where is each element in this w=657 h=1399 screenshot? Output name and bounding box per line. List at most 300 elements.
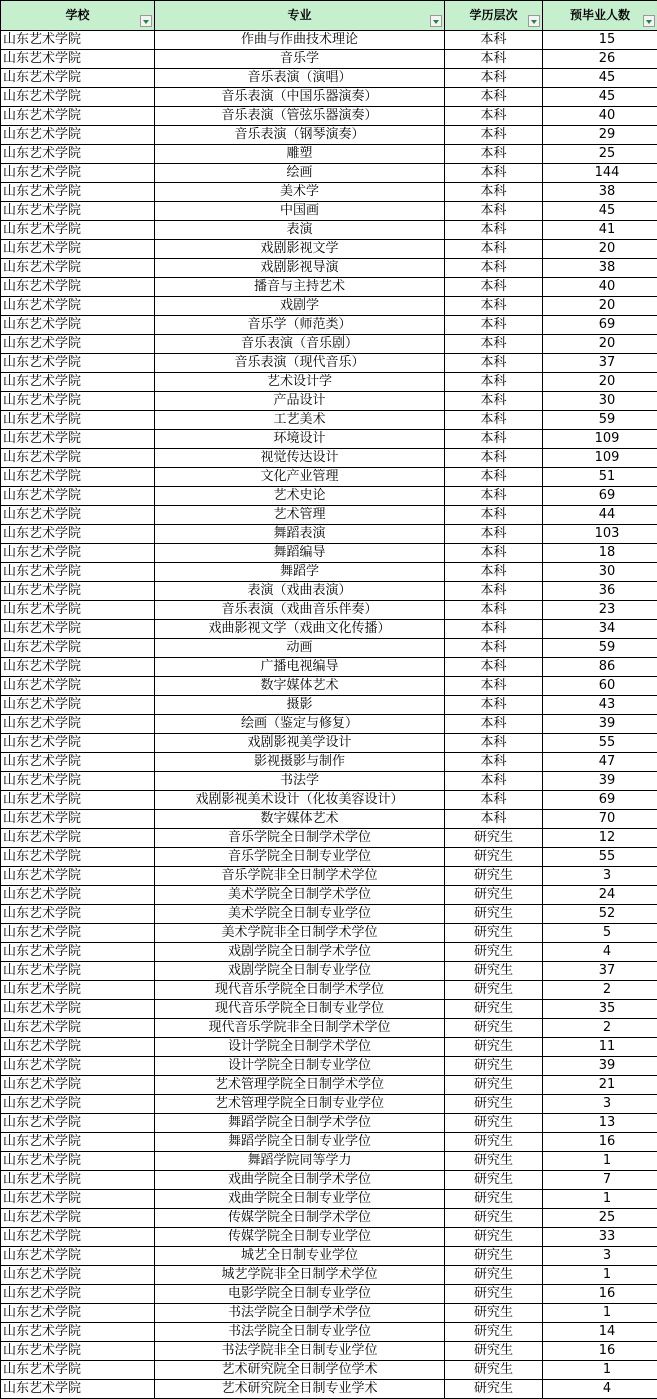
column-header-count[interactable] xyxy=(543,1,657,31)
level-cell[interactable]: 本科 xyxy=(445,753,543,772)
level-cell[interactable]: 研究生 xyxy=(445,829,543,848)
count-cell[interactable]: 30 xyxy=(543,392,657,411)
count-cell[interactable]: 4 xyxy=(543,1380,657,1399)
count-cell[interactable]: 109 xyxy=(543,449,657,468)
major-cell[interactable]: 音乐学（师范类） xyxy=(155,316,445,335)
column-header-major[interactable] xyxy=(155,1,445,31)
filter-dropdown-icon[interactable] xyxy=(430,15,442,27)
major-cell[interactable]: 视觉传达设计 xyxy=(155,449,445,468)
count-cell[interactable]: 40 xyxy=(543,278,657,297)
major-cell[interactable]: 现代音乐学院非全日制学术学位 xyxy=(155,1019,445,1038)
school-cell[interactable]: 山东艺术学院 xyxy=(1,1171,155,1190)
count-cell[interactable]: 33 xyxy=(543,1228,657,1247)
level-cell[interactable]: 本科 xyxy=(445,373,543,392)
level-cell[interactable]: 本科 xyxy=(445,240,543,259)
major-cell[interactable]: 舞蹈学 xyxy=(155,563,445,582)
count-cell[interactable]: 39 xyxy=(543,1057,657,1076)
count-cell[interactable]: 5 xyxy=(543,924,657,943)
count-cell[interactable]: 20 xyxy=(543,373,657,392)
level-cell[interactable]: 研究生 xyxy=(445,1019,543,1038)
school-cell[interactable]: 山东艺术学院 xyxy=(1,88,155,107)
filter-dropdown-icon[interactable] xyxy=(140,15,152,27)
major-cell[interactable]: 戏曲学院全日制学术学位 xyxy=(155,1171,445,1190)
table-row xyxy=(1,1247,657,1266)
level-cell[interactable]: 研究生 xyxy=(445,1057,543,1076)
level-cell[interactable]: 本科 xyxy=(445,468,543,487)
count-cell[interactable]: 18 xyxy=(543,544,657,563)
count-cell[interactable]: 16 xyxy=(543,1342,657,1361)
count-cell[interactable]: 51 xyxy=(543,468,657,487)
level-cell[interactable]: 本科 xyxy=(445,221,543,240)
major-cell[interactable]: 戏曲学院全日制专业学位 xyxy=(155,1190,445,1209)
school-cell[interactable]: 山东艺术学院 xyxy=(1,1095,155,1114)
school-cell[interactable]: 山东艺术学院 xyxy=(1,240,155,259)
level-cell[interactable]: 研究生 xyxy=(445,1171,543,1190)
level-cell[interactable]: 本科 xyxy=(445,50,543,69)
count-cell[interactable]: 59 xyxy=(543,411,657,430)
school-cell[interactable]: 山东艺术学院 xyxy=(1,1247,155,1266)
major-cell[interactable]: 音乐表演（音乐剧） xyxy=(155,335,445,354)
school-cell[interactable]: 山东艺术学院 xyxy=(1,1285,155,1304)
count-cell[interactable]: 45 xyxy=(543,202,657,221)
table-row xyxy=(1,1209,657,1228)
filter-dropdown-icon[interactable] xyxy=(643,15,655,27)
filter-dropdown-icon[interactable] xyxy=(528,15,540,27)
school-cell[interactable]: 山东艺术学院 xyxy=(1,430,155,449)
count-cell[interactable]: 60 xyxy=(543,677,657,696)
school-cell[interactable]: 山东艺术学院 xyxy=(1,202,155,221)
level-cell[interactable]: 本科 xyxy=(445,69,543,88)
school-cell[interactable]: 山东艺术学院 xyxy=(1,392,155,411)
school-cell[interactable]: 山东艺术学院 xyxy=(1,886,155,905)
count-cell[interactable]: 38 xyxy=(543,183,657,202)
school-cell[interactable]: 山东艺术学院 xyxy=(1,487,155,506)
major-cell[interactable]: 现代音乐学院全日制专业学位 xyxy=(155,1000,445,1019)
major-cell[interactable]: 表演 xyxy=(155,221,445,240)
major-cell[interactable]: 艺术史论 xyxy=(155,487,445,506)
level-cell[interactable]: 本科 xyxy=(445,88,543,107)
column-header-level[interactable] xyxy=(445,1,543,31)
school-cell[interactable]: 山东艺术学院 xyxy=(1,696,155,715)
level-cell[interactable]: 研究生 xyxy=(445,1000,543,1019)
major-cell[interactable]: 戏剧影视导演 xyxy=(155,259,445,278)
major-cell[interactable]: 舞蹈表演 xyxy=(155,525,445,544)
level-cell[interactable]: 本科 xyxy=(445,544,543,563)
level-cell[interactable]: 研究生 xyxy=(445,1133,543,1152)
school-cell[interactable]: 山东艺术学院 xyxy=(1,639,155,658)
school-cell[interactable]: 山东艺术学院 xyxy=(1,753,155,772)
count-cell[interactable]: 39 xyxy=(543,715,657,734)
count-cell[interactable]: 43 xyxy=(543,696,657,715)
major-cell[interactable]: 书法学 xyxy=(155,772,445,791)
major-cell[interactable]: 舞蹈学院全日制学术学位 xyxy=(155,1114,445,1133)
school-cell[interactable]: 山东艺术学院 xyxy=(1,867,155,886)
level-cell[interactable]: 研究生 xyxy=(445,1114,543,1133)
count-cell[interactable]: 20 xyxy=(543,240,657,259)
major-cell[interactable]: 城艺学院非全日制学术学位 xyxy=(155,1266,445,1285)
major-cell[interactable]: 数字媒体艺术 xyxy=(155,810,445,829)
major-cell[interactable]: 舞蹈学院全日制专业学位 xyxy=(155,1133,445,1152)
count-cell[interactable]: 1 xyxy=(543,1152,657,1171)
school-cell[interactable]: 山东艺术学院 xyxy=(1,848,155,867)
school-cell[interactable]: 山东艺术学院 xyxy=(1,411,155,430)
major-cell[interactable]: 美术学 xyxy=(155,183,445,202)
level-cell[interactable]: 本科 xyxy=(445,772,543,791)
count-cell[interactable]: 69 xyxy=(543,316,657,335)
school-cell[interactable]: 山东艺术学院 xyxy=(1,335,155,354)
count-cell[interactable]: 55 xyxy=(543,848,657,867)
count-cell[interactable]: 13 xyxy=(543,1114,657,1133)
level-cell[interactable]: 本科 xyxy=(445,734,543,753)
school-cell[interactable]: 山东艺术学院 xyxy=(1,183,155,202)
school-cell[interactable]: 山东艺术学院 xyxy=(1,772,155,791)
major-cell[interactable]: 文化产业管理 xyxy=(155,468,445,487)
school-cell[interactable]: 山东艺术学院 xyxy=(1,1228,155,1247)
level-cell[interactable]: 研究生 xyxy=(445,1209,543,1228)
major-cell[interactable]: 音乐学院全日制学术学位 xyxy=(155,829,445,848)
major-cell[interactable]: 音乐表演（演唱） xyxy=(155,69,445,88)
school-cell[interactable]: 山东艺术学院 xyxy=(1,1342,155,1361)
school-cell[interactable]: 山东艺术学院 xyxy=(1,259,155,278)
school-cell[interactable]: 山东艺术学院 xyxy=(1,734,155,753)
level-cell[interactable]: 研究生 xyxy=(445,962,543,981)
count-cell[interactable]: 25 xyxy=(543,1209,657,1228)
school-cell[interactable]: 山东艺术学院 xyxy=(1,164,155,183)
school-cell[interactable]: 山东艺术学院 xyxy=(1,145,155,164)
level-cell[interactable]: 本科 xyxy=(445,658,543,677)
major-cell[interactable]: 音乐表演（中国乐器演奏） xyxy=(155,88,445,107)
count-cell[interactable]: 3 xyxy=(543,1095,657,1114)
count-cell[interactable]: 35 xyxy=(543,1000,657,1019)
level-cell[interactable]: 本科 xyxy=(445,145,543,164)
count-cell[interactable]: 25 xyxy=(543,145,657,164)
level-cell[interactable]: 研究生 xyxy=(445,867,543,886)
count-cell[interactable]: 36 xyxy=(543,582,657,601)
level-cell[interactable]: 研究生 xyxy=(445,1361,543,1380)
school-cell[interactable]: 山东艺术学院 xyxy=(1,943,155,962)
level-cell[interactable]: 研究生 xyxy=(445,1380,543,1399)
count-cell[interactable]: 3 xyxy=(543,1247,657,1266)
count-cell[interactable]: 55 xyxy=(543,734,657,753)
level-cell[interactable]: 本科 xyxy=(445,31,543,50)
school-cell[interactable]: 山东艺术学院 xyxy=(1,1304,155,1323)
major-cell[interactable]: 美术学院全日制专业学位 xyxy=(155,905,445,924)
count-cell[interactable]: 38 xyxy=(543,259,657,278)
school-cell[interactable]: 山东艺术学院 xyxy=(1,1323,155,1342)
major-cell[interactable]: 艺术研究院全日制学位学术 xyxy=(155,1361,445,1380)
school-cell[interactable]: 山东艺术学院 xyxy=(1,1076,155,1095)
count-cell[interactable]: 23 xyxy=(543,601,657,620)
level-cell[interactable]: 本科 xyxy=(445,449,543,468)
count-cell[interactable]: 2 xyxy=(543,981,657,1000)
school-cell[interactable]: 山东艺术学院 xyxy=(1,1019,155,1038)
school-cell[interactable]: 山东艺术学院 xyxy=(1,354,155,373)
major-cell[interactable]: 戏剧影视美术设计（化妆美容设计） xyxy=(155,791,445,810)
school-cell[interactable]: 山东艺术学院 xyxy=(1,1000,155,1019)
school-cell[interactable]: 山东艺术学院 xyxy=(1,1152,155,1171)
major-cell[interactable]: 表演（戏曲表演） xyxy=(155,582,445,601)
major-cell[interactable]: 影视摄影与制作 xyxy=(155,753,445,772)
major-cell[interactable]: 动画 xyxy=(155,639,445,658)
count-cell[interactable]: 86 xyxy=(543,658,657,677)
major-cell[interactable]: 戏曲影视文学（戏曲文化传播） xyxy=(155,620,445,639)
count-cell[interactable]: 37 xyxy=(543,962,657,981)
level-cell[interactable]: 研究生 xyxy=(445,905,543,924)
major-cell[interactable]: 绘画（鉴定与修复） xyxy=(155,715,445,734)
school-cell[interactable]: 山东艺术学院 xyxy=(1,544,155,563)
school-cell[interactable]: 山东艺术学院 xyxy=(1,791,155,810)
school-cell[interactable]: 山东艺术学院 xyxy=(1,1190,155,1209)
count-cell[interactable]: 21 xyxy=(543,1076,657,1095)
school-cell[interactable]: 山东艺术学院 xyxy=(1,582,155,601)
school-cell[interactable]: 山东艺术学院 xyxy=(1,1057,155,1076)
count-cell[interactable]: 26 xyxy=(543,50,657,69)
major-cell[interactable]: 播音与主持艺术 xyxy=(155,278,445,297)
level-cell[interactable]: 本科 xyxy=(445,126,543,145)
major-cell[interactable]: 美术学院非全日制学术学位 xyxy=(155,924,445,943)
major-cell[interactable]: 戏剧学院全日制专业学位 xyxy=(155,962,445,981)
count-cell[interactable]: 70 xyxy=(543,810,657,829)
level-cell[interactable]: 本科 xyxy=(445,183,543,202)
major-cell[interactable]: 音乐表演（戏曲音乐伴奏） xyxy=(155,601,445,620)
count-cell[interactable]: 69 xyxy=(543,791,657,810)
level-cell[interactable]: 研究生 xyxy=(445,1323,543,1342)
school-cell[interactable]: 山东艺术学院 xyxy=(1,221,155,240)
school-cell[interactable]: 山东艺术学院 xyxy=(1,1266,155,1285)
school-cell[interactable]: 山东艺术学院 xyxy=(1,50,155,69)
major-cell[interactable]: 摄影 xyxy=(155,696,445,715)
count-cell[interactable]: 45 xyxy=(543,88,657,107)
school-cell[interactable]: 山东艺术学院 xyxy=(1,924,155,943)
school-cell[interactable]: 山东艺术学院 xyxy=(1,1380,155,1399)
count-cell[interactable]: 30 xyxy=(543,563,657,582)
major-cell[interactable]: 雕塑 xyxy=(155,145,445,164)
level-cell[interactable]: 研究生 xyxy=(445,1076,543,1095)
count-cell[interactable]: 12 xyxy=(543,829,657,848)
count-cell[interactable]: 7 xyxy=(543,1171,657,1190)
level-cell[interactable]: 本科 xyxy=(445,487,543,506)
count-cell[interactable]: 69 xyxy=(543,487,657,506)
major-cell[interactable]: 艺术管理学院全日制学术学位 xyxy=(155,1076,445,1095)
level-cell[interactable]: 本科 xyxy=(445,335,543,354)
level-cell[interactable]: 研究生 xyxy=(445,1342,543,1361)
count-cell[interactable]: 39 xyxy=(543,772,657,791)
school-cell[interactable]: 山东艺术学院 xyxy=(1,449,155,468)
school-cell[interactable]: 山东艺术学院 xyxy=(1,107,155,126)
level-cell[interactable]: 本科 xyxy=(445,202,543,221)
major-cell[interactable]: 中国画 xyxy=(155,202,445,221)
level-cell[interactable]: 本科 xyxy=(445,392,543,411)
major-cell[interactable]: 美术学院全日制学术学位 xyxy=(155,886,445,905)
level-cell[interactable]: 本科 xyxy=(445,696,543,715)
count-cell[interactable]: 20 xyxy=(543,335,657,354)
major-cell[interactable]: 工艺美术 xyxy=(155,411,445,430)
major-cell[interactable]: 戏剧学 xyxy=(155,297,445,316)
level-cell[interactable]: 本科 xyxy=(445,715,543,734)
count-cell[interactable]: 15 xyxy=(543,31,657,50)
level-cell[interactable]: 本科 xyxy=(445,297,543,316)
level-cell[interactable]: 本科 xyxy=(445,316,543,335)
major-cell[interactable]: 舞蹈学院同等学力 xyxy=(155,1152,445,1171)
school-cell[interactable]: 山东艺术学院 xyxy=(1,525,155,544)
school-cell[interactable]: 山东艺术学院 xyxy=(1,1361,155,1380)
count-cell[interactable]: 52 xyxy=(543,905,657,924)
count-cell[interactable]: 2 xyxy=(543,1019,657,1038)
level-cell[interactable]: 研究生 xyxy=(445,924,543,943)
level-cell[interactable]: 研究生 xyxy=(445,1266,543,1285)
level-cell[interactable]: 研究生 xyxy=(445,1304,543,1323)
major-cell[interactable]: 书法学院非全日制专业学位 xyxy=(155,1342,445,1361)
count-cell[interactable]: 103 xyxy=(543,525,657,544)
level-cell[interactable]: 研究生 xyxy=(445,886,543,905)
major-cell[interactable]: 音乐学院全日制专业学位 xyxy=(155,848,445,867)
school-cell[interactable]: 山东艺术学院 xyxy=(1,563,155,582)
count-cell[interactable]: 109 xyxy=(543,430,657,449)
level-cell[interactable]: 本科 xyxy=(445,601,543,620)
school-cell[interactable]: 山东艺术学院 xyxy=(1,905,155,924)
count-cell[interactable]: 4 xyxy=(543,943,657,962)
school-cell[interactable]: 山东艺术学院 xyxy=(1,1209,155,1228)
count-cell[interactable]: 24 xyxy=(543,886,657,905)
level-cell[interactable]: 本科 xyxy=(445,677,543,696)
level-cell[interactable]: 研究生 xyxy=(445,981,543,1000)
major-cell[interactable]: 设计学院全日制专业学位 xyxy=(155,1057,445,1076)
count-cell[interactable]: 3 xyxy=(543,867,657,886)
school-cell[interactable]: 山东艺术学院 xyxy=(1,1038,155,1057)
level-cell[interactable]: 研究生 xyxy=(445,1285,543,1304)
count-cell[interactable]: 40 xyxy=(543,107,657,126)
major-cell[interactable]: 艺术管理学院全日制专业学位 xyxy=(155,1095,445,1114)
major-cell[interactable]: 传媒学院全日制专业学位 xyxy=(155,1228,445,1247)
column-header-school[interactable] xyxy=(1,1,155,31)
school-cell[interactable]: 山东艺术学院 xyxy=(1,69,155,88)
count-cell[interactable]: 34 xyxy=(543,620,657,639)
school-cell[interactable]: 山东艺术学院 xyxy=(1,620,155,639)
level-cell[interactable]: 本科 xyxy=(445,506,543,525)
level-cell[interactable]: 本科 xyxy=(445,354,543,373)
major-cell[interactable]: 城艺全日制专业学位 xyxy=(155,1247,445,1266)
count-cell[interactable]: 45 xyxy=(543,69,657,88)
major-cell[interactable]: 戏剧影视美学设计 xyxy=(155,734,445,753)
count-cell[interactable]: 16 xyxy=(543,1133,657,1152)
school-cell[interactable]: 山东艺术学院 xyxy=(1,31,155,50)
school-cell[interactable]: 山东艺术学院 xyxy=(1,601,155,620)
count-cell[interactable]: 1 xyxy=(543,1361,657,1380)
count-cell[interactable]: 47 xyxy=(543,753,657,772)
major-cell[interactable]: 音乐表演（现代音乐） xyxy=(155,354,445,373)
school-cell[interactable]: 山东艺术学院 xyxy=(1,1133,155,1152)
level-cell[interactable]: 研究生 xyxy=(445,1095,543,1114)
major-cell[interactable]: 传媒学院全日制学术学位 xyxy=(155,1209,445,1228)
count-cell[interactable]: 29 xyxy=(543,126,657,145)
level-cell[interactable]: 本科 xyxy=(445,259,543,278)
count-cell[interactable]: 144 xyxy=(543,164,657,183)
level-cell[interactable]: 本科 xyxy=(445,107,543,126)
major-cell[interactable]: 书法学院全日制学术学位 xyxy=(155,1304,445,1323)
school-cell[interactable]: 山东艺术学院 xyxy=(1,373,155,392)
major-cell[interactable]: 绘画 xyxy=(155,164,445,183)
count-cell[interactable]: 11 xyxy=(543,1038,657,1057)
major-cell[interactable]: 舞蹈编导 xyxy=(155,544,445,563)
level-cell[interactable]: 本科 xyxy=(445,563,543,582)
count-cell[interactable]: 1 xyxy=(543,1190,657,1209)
level-cell[interactable]: 本科 xyxy=(445,164,543,183)
major-cell[interactable]: 环境设计 xyxy=(155,430,445,449)
level-cell[interactable]: 研究生 xyxy=(445,848,543,867)
school-cell[interactable]: 山东艺术学院 xyxy=(1,297,155,316)
school-cell[interactable]: 山东艺术学院 xyxy=(1,316,155,335)
count-cell[interactable]: 16 xyxy=(543,1285,657,1304)
school-cell[interactable]: 山东艺术学院 xyxy=(1,1114,155,1133)
school-cell[interactable]: 山东艺术学院 xyxy=(1,962,155,981)
level-cell[interactable]: 研究生 xyxy=(445,1228,543,1247)
level-cell[interactable]: 研究生 xyxy=(445,943,543,962)
school-cell[interactable]: 山东艺术学院 xyxy=(1,677,155,696)
school-cell[interactable]: 山东艺术学院 xyxy=(1,810,155,829)
level-cell[interactable]: 研究生 xyxy=(445,1190,543,1209)
major-cell[interactable]: 音乐表演（钢琴演奏） xyxy=(155,126,445,145)
level-cell[interactable]: 本科 xyxy=(445,411,543,430)
count-cell[interactable]: 20 xyxy=(543,297,657,316)
level-cell[interactable]: 研究生 xyxy=(445,1152,543,1171)
major-cell[interactable]: 音乐学院非全日制学术学位 xyxy=(155,867,445,886)
count-cell[interactable]: 59 xyxy=(543,639,657,658)
major-cell[interactable]: 艺术管理 xyxy=(155,506,445,525)
level-cell[interactable]: 本科 xyxy=(445,278,543,297)
major-cell[interactable]: 广播电视编导 xyxy=(155,658,445,677)
major-cell[interactable]: 电影学院全日制专业学位 xyxy=(155,1285,445,1304)
major-cell[interactable]: 戏剧影视文学 xyxy=(155,240,445,259)
level-cell[interactable]: 本科 xyxy=(445,582,543,601)
major-cell[interactable]: 艺术研究院全日制专业学术 xyxy=(155,1380,445,1399)
count-cell[interactable]: 1 xyxy=(543,1266,657,1285)
school-cell[interactable]: 山东艺术学院 xyxy=(1,506,155,525)
school-cell[interactable]: 山东艺术学院 xyxy=(1,468,155,487)
major-cell[interactable]: 设计学院全日制学术学位 xyxy=(155,1038,445,1057)
level-cell[interactable]: 研究生 xyxy=(445,1247,543,1266)
level-cell[interactable]: 本科 xyxy=(445,430,543,449)
school-cell[interactable]: 山东艺术学院 xyxy=(1,658,155,677)
major-cell[interactable]: 现代音乐学院全日制学术学位 xyxy=(155,981,445,1000)
school-cell[interactable]: 山东艺术学院 xyxy=(1,829,155,848)
school-cell[interactable]: 山东艺术学院 xyxy=(1,126,155,145)
table-row xyxy=(1,962,657,981)
level-cell[interactable]: 本科 xyxy=(445,525,543,544)
major-cell[interactable]: 作曲与作曲技术理论 xyxy=(155,31,445,50)
count-cell[interactable]: 41 xyxy=(543,221,657,240)
level-cell[interactable]: 本科 xyxy=(445,791,543,810)
level-cell[interactable]: 本科 xyxy=(445,620,543,639)
major-cell[interactable]: 戏剧学院全日制学术学位 xyxy=(155,943,445,962)
level-cell[interactable]: 研究生 xyxy=(445,1038,543,1057)
major-cell[interactable]: 音乐表演（管弦乐器演奏） xyxy=(155,107,445,126)
count-cell[interactable]: 14 xyxy=(543,1323,657,1342)
major-cell[interactable]: 艺术设计学 xyxy=(155,373,445,392)
count-cell[interactable]: 1 xyxy=(543,1304,657,1323)
school-cell[interactable]: 山东艺术学院 xyxy=(1,278,155,297)
major-cell[interactable]: 产品设计 xyxy=(155,392,445,411)
count-cell[interactable]: 37 xyxy=(543,354,657,373)
major-cell[interactable]: 数字媒体艺术 xyxy=(155,677,445,696)
level-cell[interactable]: 本科 xyxy=(445,810,543,829)
table-row xyxy=(1,164,657,183)
school-cell[interactable]: 山东艺术学院 xyxy=(1,981,155,1000)
major-cell[interactable]: 音乐学 xyxy=(155,50,445,69)
major-cell[interactable]: 书法学院全日制专业学位 xyxy=(155,1323,445,1342)
count-cell[interactable]: 44 xyxy=(543,506,657,525)
level-cell[interactable]: 本科 xyxy=(445,639,543,658)
school-cell[interactable]: 山东艺术学院 xyxy=(1,715,155,734)
